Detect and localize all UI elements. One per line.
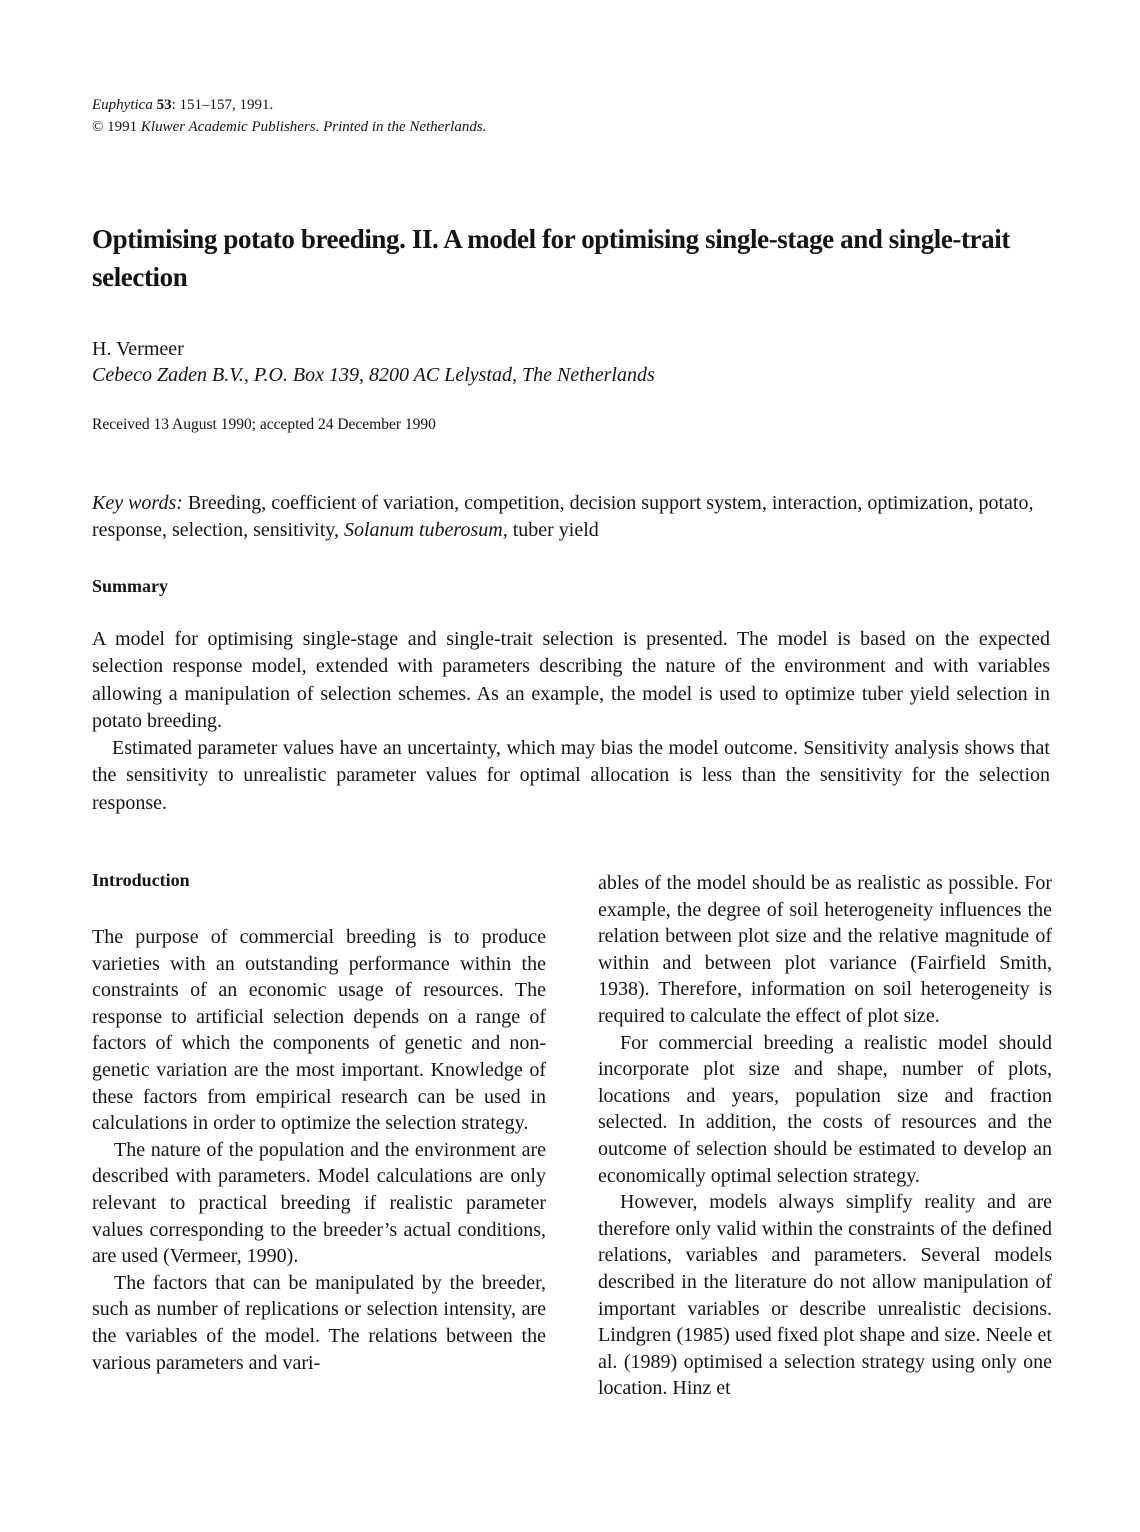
intro-paragraph: However, models always simplify reality and are therefore only valid within the constraints of the defined relations, variables and parameters. Several models described in the literature do not allow manipulation of important variables or describe unrealistic decisions. Lindgren (1985) used fixed plot shape and size. Neele et al. (1989) optimised a selection strategy using only one location. Hinz et	[598, 1191, 1052, 1400]
author-affiliation: Cebeco Zaden B.V., P.O. Box 139, 8200 AC Lelystad, The Netherlands	[92, 364, 655, 386]
keywords-text-end: tuber yield	[507, 519, 599, 541]
intro-paragraph: ables of the model should be as realistic as possible. For example, the degree of soil heterogeneity influences the relation between plot size and the relative magnitude of within and between plot variance (Fairfield Smith, 1938). Therefore, information on soil heterogeneity is required to calculate the effect of plot size.	[598, 872, 1052, 1027]
journal-header	[92, 94, 486, 138]
intro-paragraph: For commercial breeding a realistic model should incorporate plot size and shape, number of plots, locations and years, population size and fraction selected. In addition, the costs of resources and the outcome of selection should be estimated to develop an economically optimal selection strategy.	[598, 1031, 1052, 1187]
right-column	[598, 870, 1052, 1402]
citation-line	[92, 94, 486, 116]
pages-year: : 151–157, 1991.	[171, 97, 274, 113]
paper-title: Optimising potato breeding. II. A model for optimising single-stage and single-trait selection	[92, 224, 1010, 292]
summary-paragraph: Estimated parameter values have an uncertainty, which may bias the model outcome. Sensitivity analysis shows that the sensitivity to unrealistic parameter values for optimal allocation is less than the sensitivity for the selection response.	[92, 737, 1050, 814]
summary-heading: Summary	[92, 576, 168, 596]
journal-name: Euphytica	[92, 97, 153, 113]
received-dates: Received 13 August 1990; accepted 24 December 1990	[92, 416, 436, 433]
intro-paragraph: The nature of the population and the environment are described with parameters. Model calculations are only relevant to practical breeding if realistic parameter values corresponding to the breeder’s actual conditions, are used (Vermeer, 1990).	[92, 1138, 546, 1268]
intro-paragraph: The purpose of commercial breeding is to produce varieties with an outstanding performance within the constraints of an economic usage of resources. The response to artificial selection depends on a range of factors of which the components of genetic and non-genetic variation are the most important. Knowledge of these factors from empirical research can be used in calculations in order to optimize the selection strategy.	[92, 926, 546, 1135]
intro-paragraph: The factors that can be manipulated by the breeder, such as number of replications or selection intensity, are the variables of the model. The relations between the various parameters and vari-	[92, 1271, 546, 1374]
introduction-heading: Introduction	[92, 870, 190, 890]
publisher: Kluwer Academic Publishers. Printed in the Netherlands.	[140, 119, 487, 135]
copyright-line	[92, 116, 486, 138]
summary-body	[92, 626, 1050, 817]
copyright-year: 1991	[103, 119, 141, 135]
volume-number: 53	[156, 97, 172, 113]
author-name: H. Vermeer	[92, 338, 184, 360]
copyright-icon: ©	[92, 119, 104, 135]
summary-paragraph: A model for optimising single-stage and single-trait selection is presented. The model is based on the expected selection response model, extended with parameters describing the nature of the environment and with variables allowing a manipulation of selection schemes. As an example, the model is used to optimize tuber yield selection in potato breeding.	[92, 628, 1050, 732]
keywords-species: Solanum tuberosum,	[344, 519, 508, 541]
keywords-text: Breeding, coefficient of variation, competition, decision support system, interaction, optimization, potato, response, selection, sensitivity,	[92, 492, 1034, 541]
left-column	[92, 924, 546, 1376]
keywords-label: Key words:	[92, 492, 183, 514]
keywords	[92, 490, 1052, 544]
